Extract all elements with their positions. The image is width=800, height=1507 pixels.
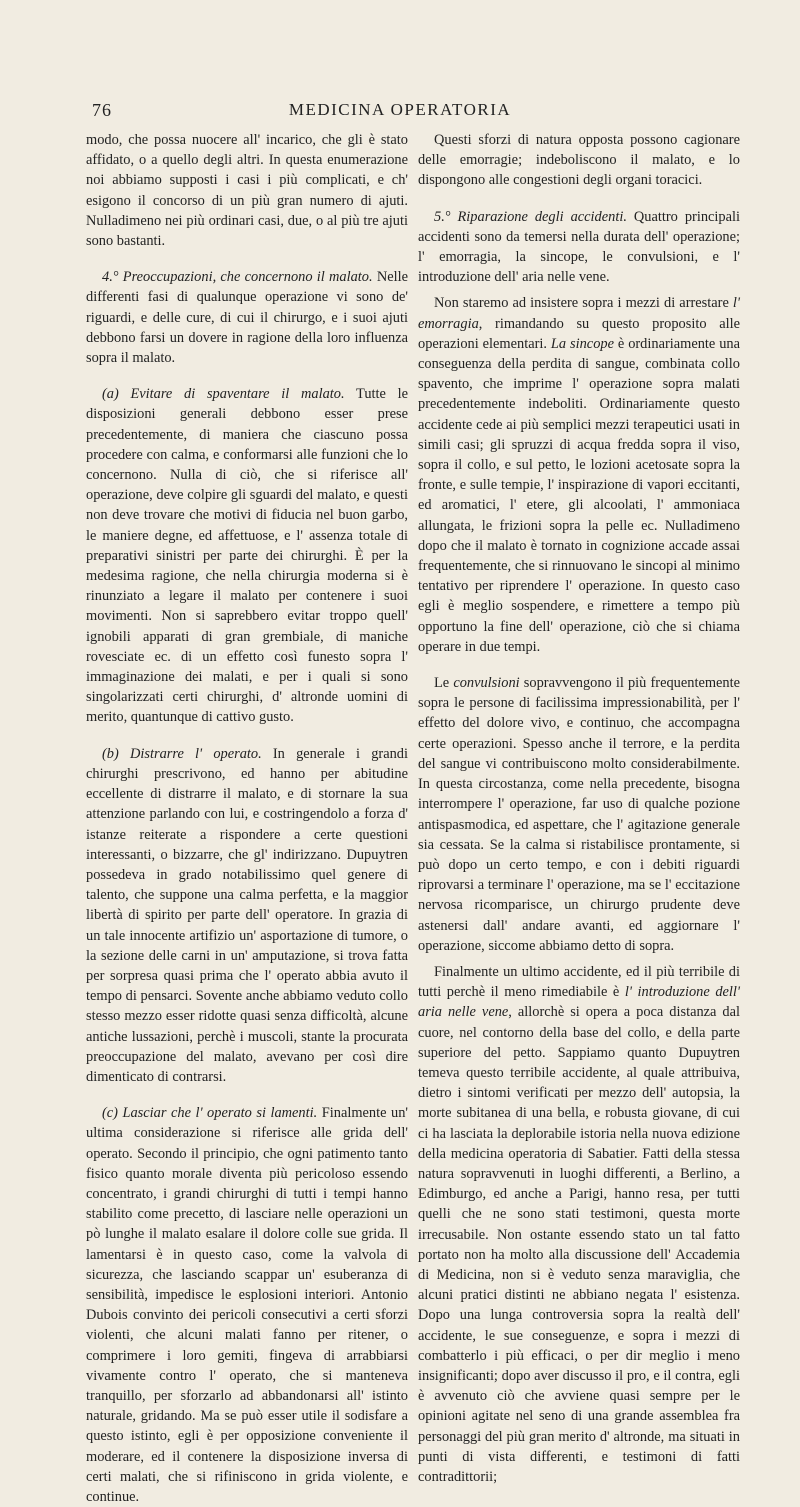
emphasis-term: l' introduzione dell' aria nelle vene [418, 984, 740, 1021]
paragraph-text: modo, che possa nuocere all' incarico, che gli è stato affidato, o a quello degli altri. In questa enumerazione noi abbiamo supposti i casi i più complicati, e ch' esigono il concorso di un più gran numero di ajuti. Nulladimeno nei più ordinari casi, due, o al più tre ajuti sono bastanti. [86, 132, 408, 250]
paragraph [418, 130, 740, 191]
paragraph-text: , rimandando su questo proposito alle operazioni elementari. [418, 315, 740, 352]
paragraph-text: sopravvengono il più frequentemente sopra le persone di facilissima impressionabilità, per l' effetto del dolore vivo, e continuo, che accompagna certe operazioni. Spesso anche il terrore, e la perdita del sangue vi contribuiscono molto considerabilmente. In questa circostanza, come nella precedente, bisogna interrompere l' operazione, far uso di qualche pozione antispasmodica, ed aspettare, che l' agitazione generale sia cessata. Se la calma si ristabilisce prontamente, si può dopo un certo tempo, e con i debiti riguardi riprovarsi a terminare l' operazione, ma se l' eccitazione nervosa ricomparisce, un chirurgo prudente deve astenersi dall' andare avanti, ed aggiornare l' operazione, siccome abbiamo detto di sopra. [418, 675, 740, 954]
paragraph-text: Tutte le disposizioni generali debbono esser prese precedentemente, di maniera che ciascuno possa procedere con calma, e conformarsi alle funzioni che lo concernono. Nulla di ciò, che si riferisce all' operazione, deve colpire gli sguardi del malato, e questi non deve trovare che motivi di fiducia nel buon garbo, le maniere degne, ed affettuose, e l' assenza totale di preparativi sinistri per parte dei chirurghi. È per la medesima ragione, che nella chirurgia moderna si è rinunziato a legare il malato per contenere i suoi movimenti. Non si saprebbero evitar troppo quell' ignobili apparati di gran grembiale, di maniche rovesciate ec. di un effetto così funesto sopra l' immaginazione dei malati, e per i quali si sono singolarizzati certi chirurghi, d' altronde uomini di merito, quantunque di cattivo gusto. [86, 386, 409, 726]
page-number: 76 [92, 100, 112, 120]
subsection-paragraph [86, 384, 408, 727]
section-heading: 5.° Riparazione degli accidenti. [434, 208, 627, 225]
paragraph-text: Finalmente un ultimo accidente, ed il più terribile di tutti perchè il meno rimediabile è [418, 963, 740, 1001]
paragraph [418, 673, 740, 956]
paragraph-text: In generale i grandi chirurghi prescrivono, ed hanno per abitudine eccellente di distrarre il malato, e di stornare la sua attenzione parlando con lui, e costringendolo a forza d' istanze reiterate a rispondere a certe questioni interessanti, o bizzarre, che gl' indirizzano. Dupuytren possedeva in grado notabilissimo quel genere di talento, che suppone una calma perfetta, e la maggior libertà di spirito per parte dell' operatore. In grazia di un tale innocente artifizio un' asportazione di tumore, o la sezione delle carni in un' amputazione, si trova fatta per sorpresa quasi prima che l' operato abbia avuto il tempo di pensarci. Sovente anche abbiamo veduto collo stesso mezzo esser ridotte quasi senza difficoltà, alcune antiche lussazioni, perchè i muscoli, stante la procurata preoccupazione del malato, avevano per così dire dimenticato di contrarsi. [86, 745, 408, 1085]
subsection-heading: (b) Distrarre l' operato. [102, 745, 262, 762]
emphasis-term: l' emorragia [418, 295, 740, 332]
subsection-paragraph [86, 744, 408, 1087]
paragraph [86, 130, 408, 251]
subsection-paragraph [86, 1103, 408, 1507]
paragraph-text: Non staremo ad insistere sopra i mezzi di arrestare [434, 295, 733, 312]
section-paragraph [418, 207, 740, 288]
paragraph-text: è ordinariamente una conseguenza della perdita di sangue, combinata collo spavento, che imprime l' operazione sopra malati precedentemente indeboliti. Ordinariamente questo accidente cede ai più semplici mezzi terapeutici usati in simili casi; gli spruzzi di acqua fredda sopra il viso, sopra il collo, e sul petto, le lozioni acetosate sopra la fronte, e sulle tempie, l' inspirazione di vapori eccitanti, ed aromatici, l' etere, gli alcoolati, l' ammoniaca allungata, le frizioni sopra la pelle ec. Nulladimeno dopo che il malato è tornato in cognizione accade assai frequentemente, che si rinnuovano le sincopi al minimo tentativo per riprendere l' operazione. In questo caso egli è meglio sospendere, e rimettere a tempo più opportuno la fine dell' operazione, ciò che si chiama operare in due tempi. [418, 335, 740, 655]
page-header [0, 100, 800, 122]
left-column [86, 130, 408, 1507]
emphasis-term: convulsioni [453, 675, 520, 692]
running-title: MEDICINA OPERATORIA [288, 100, 512, 119]
paragraph-text: , allorchè si opera a poca distanza dal cuore, nel contorno della base del collo, e della parte superiore del petto. Sappiamo quanto Dupuytren temeva questo terribile accidente, al quale attribuiva, dietro i sintomi verificati per mezzo dell' autopsia, la morte subitanea di una bella, e robusta giovane, di cui ci ha lasciata la deplorabile istoria nella nuova edizione della medicina operatoria di Sabatier. Fatti della stessa natura sopravvenuti in luoghi differenti, a Berlino, a Edimburgo, ed anche a Parigi, hanno resa, per tutti quelli che ne sono stati testimoni, questa morte irrecusabile. Non ostante essendo stato un tal fatto portato non ha molto alla discussione dell' Accademia di Medicina, non si è veduto senza maraviglia, che alcuni pratici distinti ne abbiano negata l' esistenza. Dopo una lunga controversia sopra la realtà dell' accidente, le sue conseguenze, e sopra i mezzi di combatterlo i più efficaci, o per dir meglio i meno insignificanti; dopo aver discusso il pro, e il contra, egli è avvenuto ciò che avviene quasi sempre per le opinioni agitate nel seno di una grande assemblea fra personaggi del più gran merito d' altronde, ma situati in punti di vista differenti, e testimoni di fatti contradittorii; [418, 1004, 740, 1485]
right-column [418, 130, 740, 1487]
paragraph-text: Questi sforzi di natura opposta possono cagionare delle emorragie; indeboliscono il malato, e lo dispongono alle congestioni degli organi toracici. [418, 132, 740, 189]
section-paragraph [86, 267, 408, 368]
paragraph-text: Le [434, 675, 454, 692]
paragraph [418, 293, 740, 657]
subsection-heading: (a) Evitare di spaventare il malato. [102, 386, 345, 403]
paragraph-text: Finalmente un' ultima considerazione si riferisce alle grida dell' operato. Secondo il principio, che ogni patimento tanto fisico quanto morale diventa più pericoloso essendo concentrato, i grandi chirurghi di tutti i tempi hanno stabilito come precetto, di lasciare nelle operazioni un pò lunghe il malato esalare il dolore colle sue grida. Il lamentarsi è in questo caso, come la valvola di sicurezza, che lasciando scappar un' esuberanza di sensibilità, impedisce le esplosioni interiori. Antonio Dubois convinto dei pericoli consecutivi a certi sforzi violenti, che alcuni malati fanno per ritener, o comprimere i loro gemiti, fingeva di arrabbiarsi vivamente contro l' operato, che si manteneva tranquillo, per sforzarlo ad abbandonarsi all' istinto naturale, gridando. Ma se può esser utile il sodisfare a questo istinto, egli è per opposizione conveniente il moderare, ed il contenere la disposizione inversa di certi malati, che si rifiniscono in grida violente, e continue. [86, 1105, 408, 1505]
paragraph-text: Nelle differenti fasi di qualunque operazione vi sono de' riguardi, e delle cure, di cui il chirurgo, e i suoi ajuti debbono farsi un dovere in ragione della loro influenza sopra il malato. [86, 269, 408, 367]
paragraph [418, 962, 740, 1487]
section-heading: 4.° Preoccupazioni, che concernono il malato. [102, 269, 373, 286]
emphasis-term: La sincope [550, 335, 614, 352]
subsection-heading: (c) Lasciar che l' operato si lamenti. [102, 1105, 318, 1122]
paragraph-text: Quattro principali accidenti sono da temersi nella durata dell' operazione; l' emorragia, la sincope, le convulsioni, e l' introduzione dell' aria nelle vene. [418, 208, 740, 286]
